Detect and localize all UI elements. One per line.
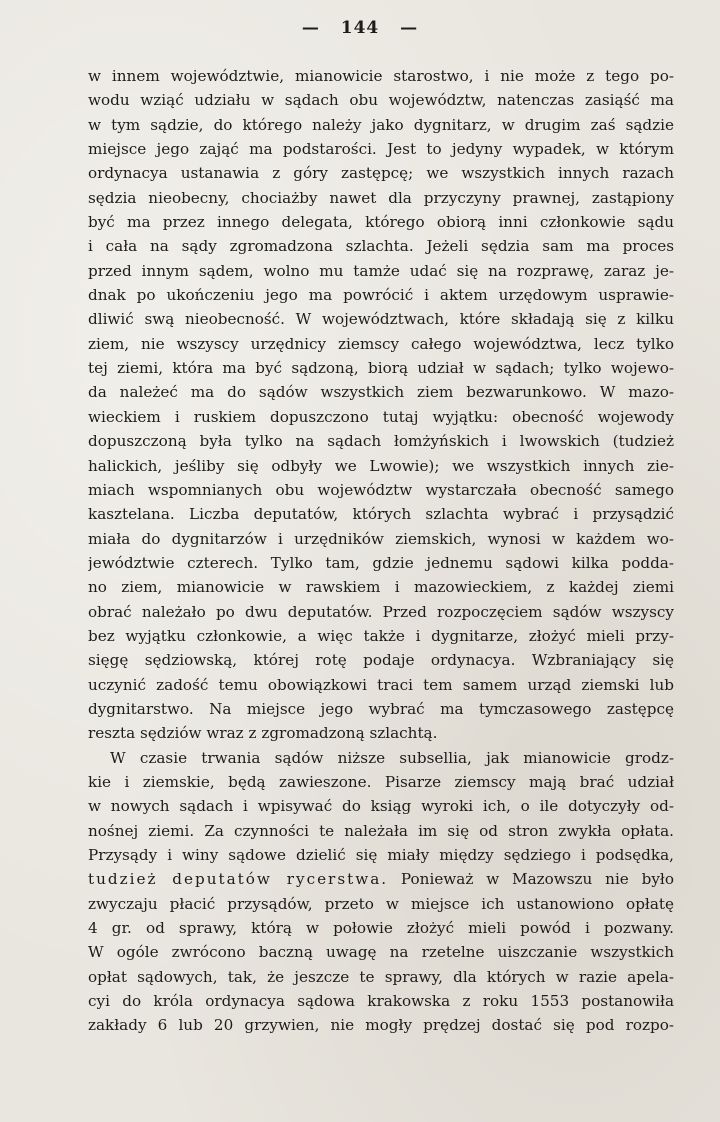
- spaced-emphasis: tudzież deputatów rycerstwa.: [88, 870, 389, 889]
- text-line: da należeć ma do sądów wszystkich ziem bezwarunkowo. W mazo-: [88, 383, 674, 402]
- text-line: w tym sądzie, do którego należy jako dygnitarz, w drugim zaś sądzie: [88, 115, 674, 134]
- text-line: cyi do króla ordynacya sądowa krakowska z roku 1553 postanowiła: [88, 992, 674, 1011]
- paragraph: [88, 746, 674, 1038]
- text-line: dliwić swą nieobecność. W województwach, które składają się z kilku: [88, 310, 674, 329]
- text-line: obrać należało po dwu deputatów. Przed rozpoczęciem sądów wszyscy: [88, 602, 674, 621]
- text-line: w innem województwie, mianowicie starostwo, i nie może z tego po-: [88, 67, 674, 85]
- text-line: sędzia nieobecny, chociażby nawet dla przyczyny prawnej, zastąpiony: [88, 188, 674, 207]
- text-line: bez wyjątku członkowie, a więc także i dygnitarze, złożyć mieli przy-: [88, 626, 674, 645]
- text-line: 4 gr. od sprawy, którą w połowie złożyć mieli powód i pozwany.: [88, 919, 674, 938]
- page-number: 144: [340, 18, 380, 38]
- text-line: nośnej ziemi. Za czynności te należała im się od stron zwykła opłata.: [88, 821, 674, 840]
- text-line: zakłady 6 lub 20 grzywien, nie mogły prędzej dostać się pod rozpo-: [88, 1016, 674, 1035]
- text-line: miała do dygnitarzów i urzędników ziemskich, wynosi w każdem wo-: [88, 529, 674, 548]
- text-line: dnak po ukończeniu jego ma powrócić i aktem urzędowym usprawie-: [88, 286, 674, 305]
- text-line-spaced: [88, 867, 674, 891]
- text-line: kie i ziemskie, będą zawieszone. Pisarze ziemscy mają brać udział: [88, 772, 674, 791]
- body-text: [88, 64, 674, 1038]
- text-line: zwyczaju płacić przysądów, przeto w miejsce ich ustanowiono opłatę: [88, 894, 674, 913]
- text-line: kasztelana. Liczba deputatów, których szlachta wybrać i przysądzić: [88, 505, 674, 524]
- line-rest: Ponieważ w Mazowszu nie było: [388, 870, 674, 889]
- text-line: być ma przez innego delegata, którego obiorą inni członkowie sądu: [88, 213, 674, 232]
- page-header: [0, 18, 720, 38]
- text-line: miach wspomnianych obu województw wystarczała obecność samego: [88, 480, 674, 499]
- header-dash-left: —: [301, 18, 320, 38]
- text-line: ordynacya ustanawia z góry zastępcę; we wszystkich innych razach: [88, 164, 674, 183]
- text-line: no ziem, mianowicie w rawskiem i mazowieckiem, z każdej ziemi: [88, 578, 674, 597]
- text-line: Przysądy i winy sądowe dzielić się miały między sędziego i podsędka,: [88, 846, 674, 864]
- text-line: jewództwie czterech. Tylko tam, gdzie jednemu sądowi kilka podda-: [88, 553, 674, 572]
- text-line: W ogóle zwrócono baczną uwagę na rzetelne uiszczanie wszystkich: [88, 943, 674, 962]
- text-line: dygnitarstwo. Na miejsce jego wybrać ma tymczasowego zastępcę: [88, 699, 674, 718]
- text-line: opłat sądowych, tak, że jeszcze te sprawy, dla których w razie apela-: [88, 967, 674, 986]
- text-line: miejsce jego zająć ma podstarości. Jest to jedyny wypadek, w którym: [88, 140, 674, 159]
- text-line: dopuszczoną była tylko na sądach łomżyńskich i lwowskich (tudzież: [88, 432, 674, 451]
- text-line: reszta sędziów wraz z zgromadzoną szlachtą.: [88, 724, 438, 743]
- text-line: ziem, nie wszyscy urzędnicy ziemscy całego województwa, lecz tylko: [88, 334, 674, 353]
- text-line: przed innym sądem, wolno mu tamże udać się na rozprawę, zaraz je-: [88, 261, 674, 280]
- text-line: wieckiem i ruskiem dopuszczono tutaj wyjątku: obecność wojewody: [88, 407, 674, 426]
- text-line: halickich, jeśliby się odbyły we Lwowie); we wszystkich innych zie-: [88, 456, 674, 475]
- text-line: uczynić zadość temu obowiązkowi traci tem samem urząd ziemski lub: [88, 675, 674, 694]
- paragraph: [88, 64, 674, 746]
- text-line: i cała na sądy zgromadzona szlachta. Jeżeli sędzia sam ma proces: [88, 237, 674, 256]
- text-line: W czasie trwania sądów niższe subsellia, jak mianowicie grodz-: [110, 748, 674, 767]
- header-dash-right: —: [400, 18, 419, 38]
- text-line: tej ziemi, która ma być sądzoną, biorą udział w sądach; tylko wojewo-: [88, 359, 674, 378]
- text-line: wodu wziąć udziału w sądach obu województw, natenczas zasiąść ma: [88, 91, 674, 110]
- text-line: sięgę sędziowską, której rotę podaje ordynacya. Wzbraniający się: [88, 651, 674, 670]
- text-line: w nowych sądach i wpisywać do ksiąg wyroki ich, o ile dotyczyły od-: [88, 797, 674, 816]
